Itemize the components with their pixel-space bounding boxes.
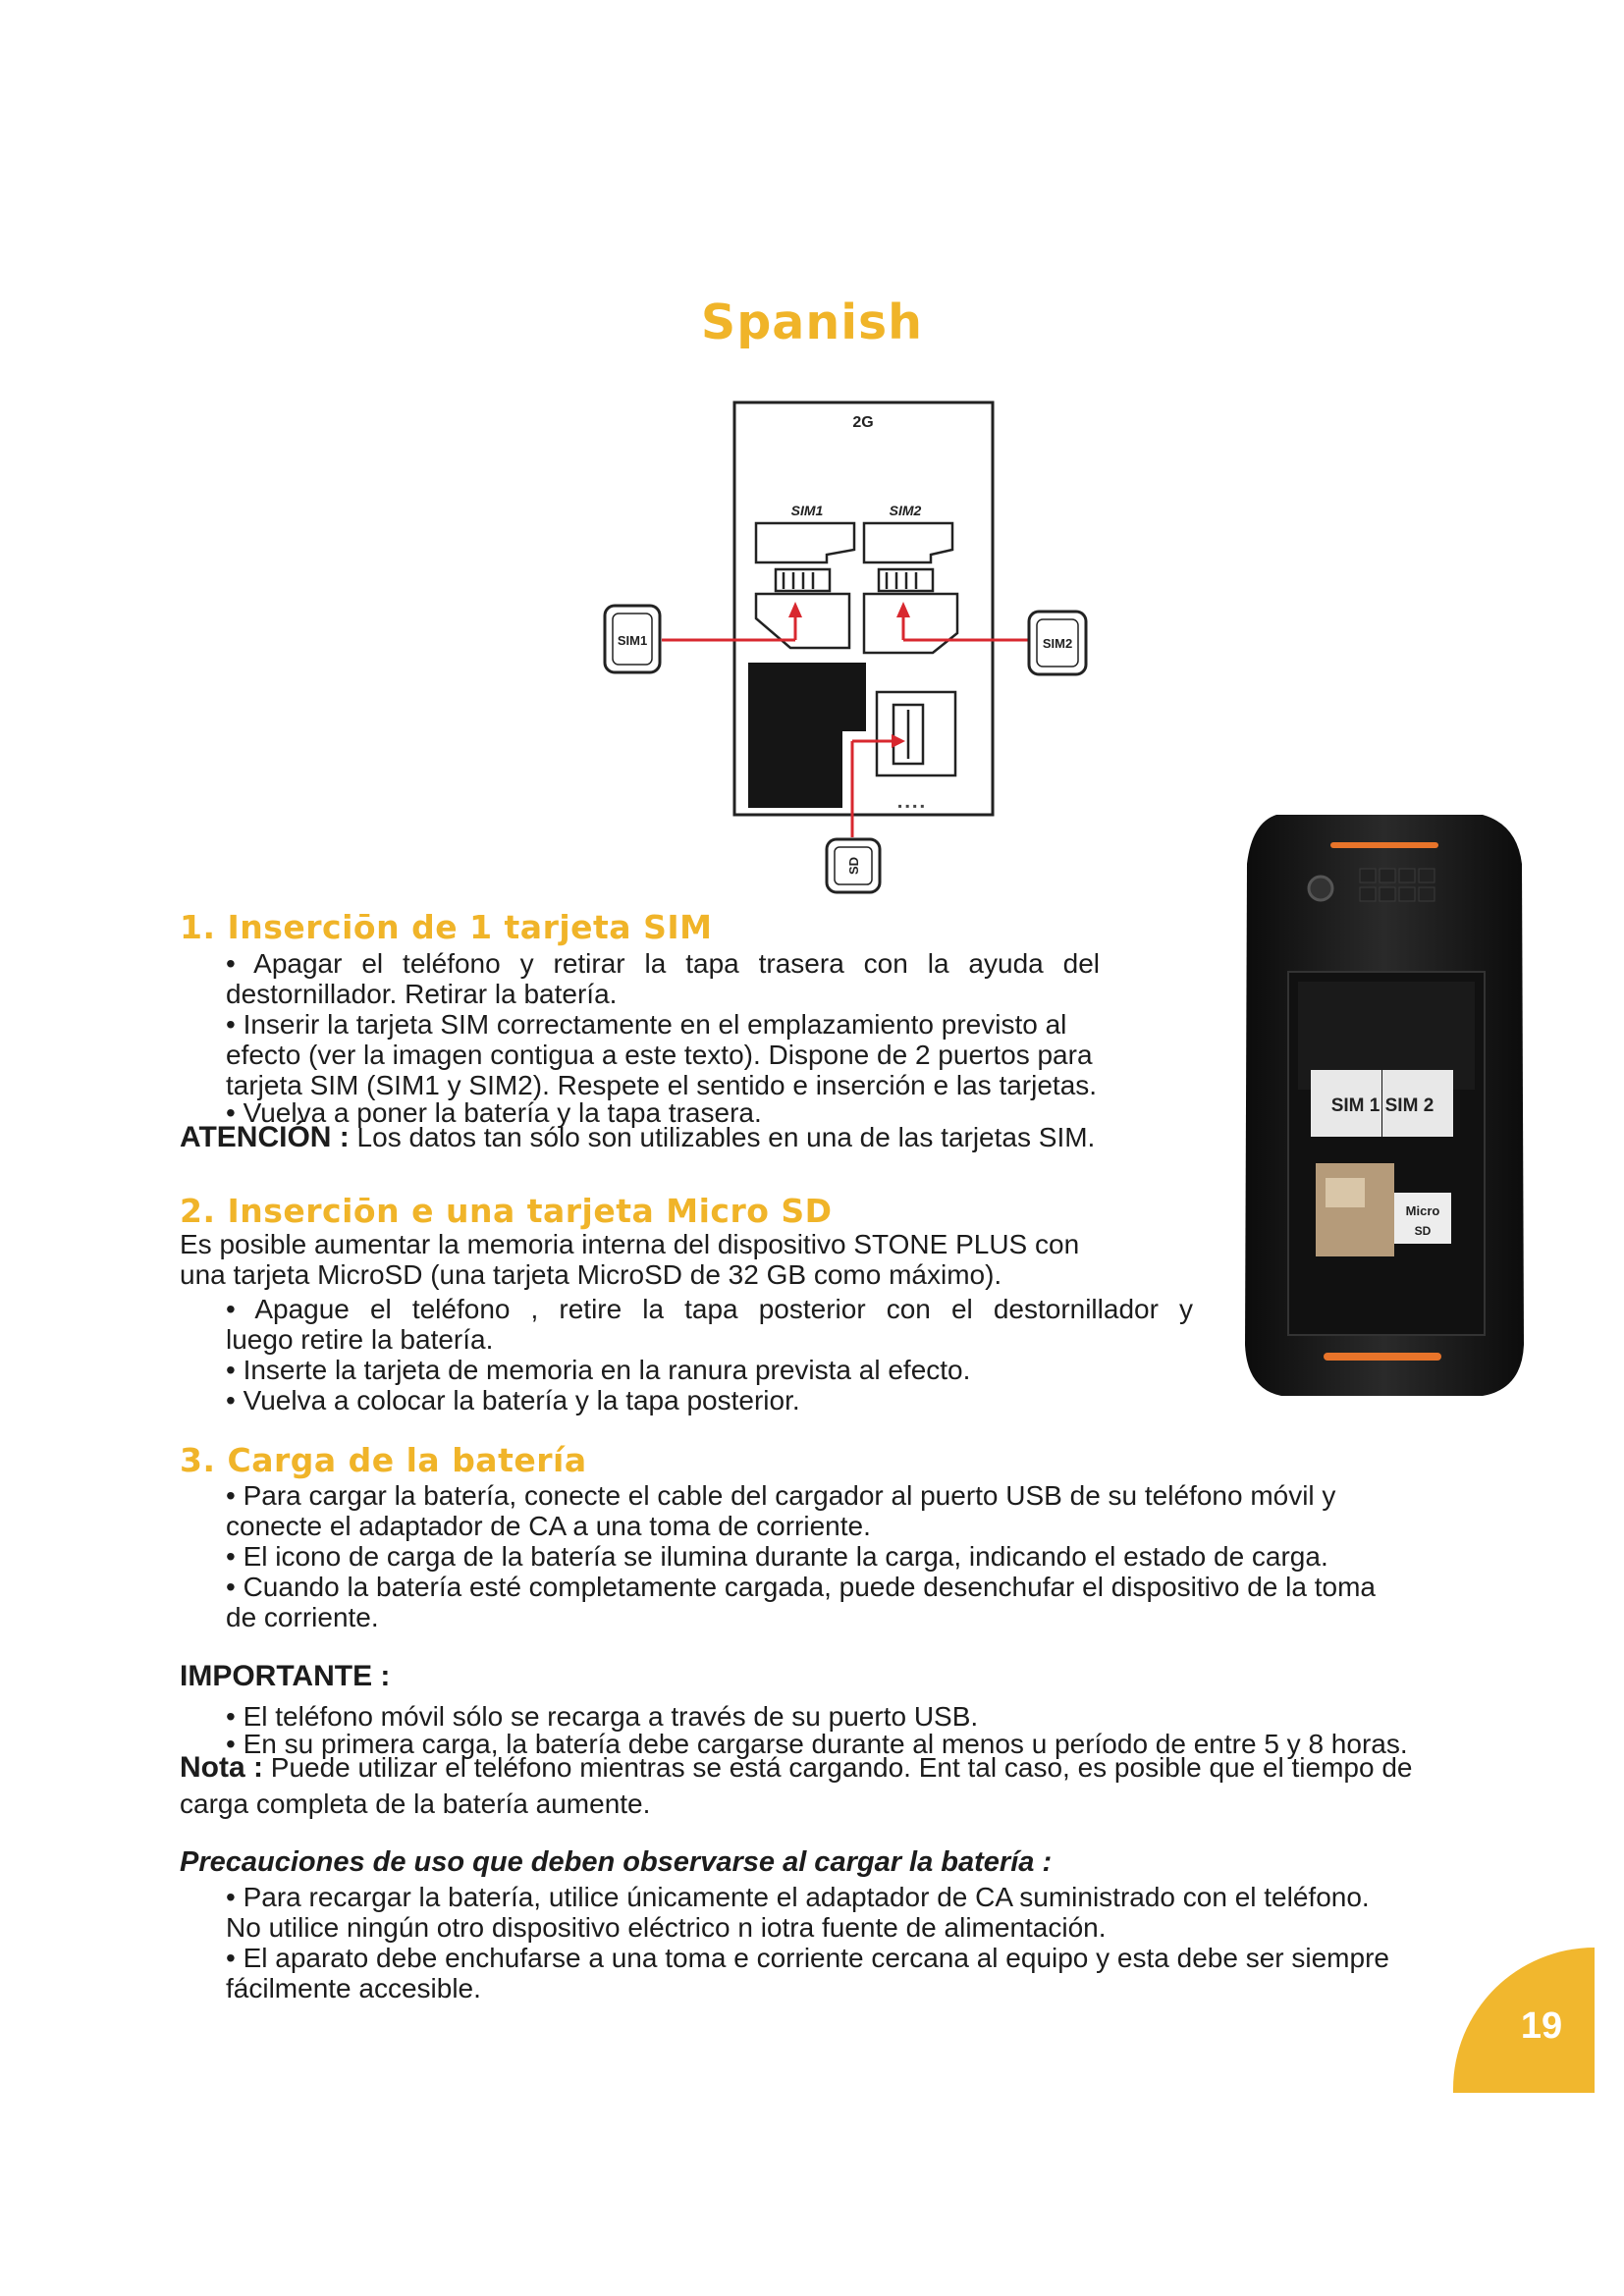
section2-heading: 2. Inserciōn e una tarjeta Micro SD [180, 1192, 833, 1230]
sim1-callout [605, 606, 660, 672]
section2-intro: una tarjeta MicroSD (una tarjeta MicroSD de 32 GB como máximo). [180, 1259, 1002, 1290]
phone-top-accent [1330, 842, 1438, 848]
sd-plate [1316, 1163, 1394, 1256]
section2-line: • Apague el teléfono , retire la tapa posterior con el destornillador y [226, 1294, 1193, 1324]
phone-back-photo [1237, 805, 1532, 1404]
important-line: • En su primera carga, la batería debe cargarse durante al menos u período de entre 5 y 8 horas. [226, 1729, 1408, 1759]
diagram-top-label: 2G [852, 414, 874, 431]
section1-line: • Inserir la tarjeta SIM correctamente en el emplazamiento previsto al [226, 1009, 1067, 1040]
diagram-slot2-label: SIM2 [889, 503, 922, 518]
precautions-heading: Precauciones de uso que deben observarse al cargar la batería : [180, 1846, 1053, 1878]
precautions-line: No utilice ningún otro dispositivo eléctrico n iotra fuente de alimentación. [226, 1912, 1107, 1943]
section2-intro: Es posible aumentar la memoria interna del dispositivo STONE PLUS con [180, 1229, 1080, 1259]
section1-line: tarjeta SIM (SIM1 y SIM2). Respete el sentido e inserción e las tarjetas. [226, 1070, 1098, 1100]
phone-sd-label: SD [1414, 1224, 1432, 1238]
section3-line: • Cuando la batería esté completamente cargada, puede desenchufar el dispositivo de la toma [226, 1572, 1376, 1602]
section3-line: conecte el adaptador de CA a una toma de corriente. [226, 1511, 871, 1541]
section3-line: de corriente. [226, 1602, 379, 1632]
section2-line: • Inserte la tarjeta de memoria en la ranura prevista al efecto. [226, 1355, 971, 1385]
sim1-callout-label: SIM1 [617, 633, 648, 648]
sim2-callout [1029, 612, 1086, 674]
precautions-line: • Para recargar la batería, utilice únicamente el adaptador de CA suministrado con el teléfono. [226, 1882, 1370, 1912]
note-text: Puede utilizar el teléfono mientras se está cargando. Ent tal caso, es posible que el tiempo de [263, 1752, 1413, 1783]
attention-label: ATENCIÓN : [180, 1121, 350, 1153]
page-title: Spanish [700, 294, 924, 350]
sim2-callout-label: SIM2 [1042, 636, 1073, 651]
sim-slot-diagram [599, 398, 1090, 898]
important-line: • El teléfono móvil sólo se recarga a través de su puerto USB. [226, 1701, 979, 1732]
section1-heading: 1. Inserciōn de 1 tarjeta SIM [180, 908, 713, 946]
section3-line: • El icono de carga de la batería se ilumina durante la carga, indicando el estado de carga. [226, 1541, 1328, 1572]
page-number: 19 [1520, 2005, 1563, 2047]
important-note-cont: carga completa de la batería aumente. [180, 1789, 651, 1819]
attention-note [180, 1122, 1095, 1152]
diagram-slot1-label: SIM1 [790, 503, 824, 518]
section1-line: • Apagar el teléfono y retirar la tapa trasera con la ayuda del [226, 948, 1100, 979]
precautions-line: • El aparato debe enchufarse a una toma e corriente cercana al equipo y esta debe ser siempre [226, 1943, 1389, 1973]
note-label: Nota : [180, 1751, 263, 1784]
section3-line: • Para cargar la batería, conecte el cable del cargador al puerto USB de su teléfono móvil y [226, 1480, 1336, 1511]
sd-callout-label: SD [846, 856, 861, 876]
precautions-line: fácilmente accesible. [226, 1973, 481, 2003]
svg-text:▪ ▪ ▪ ▪: ▪ ▪ ▪ ▪ [897, 799, 925, 813]
section2-line: • Vuelva a colocar la batería y la tapa posterior. [226, 1385, 800, 1415]
section3-heading: 3. Carga de la batería [180, 1441, 587, 1479]
important-note [180, 1752, 1412, 1783]
phone-sim-label: SIM 1 SIM 2 [1330, 1095, 1435, 1116]
sd-callout [827, 839, 880, 892]
phone-micro-label: Micro [1405, 1203, 1440, 1218]
important-label: IMPORTANTE : [180, 1660, 391, 1692]
attention-text: Los datos tan sólo son utilizables en una de las tarjetas SIM. [349, 1122, 1096, 1152]
section1-line: efecto (ver la imagen contigua a este texto). Dispone de 2 puertos para [226, 1040, 1093, 1070]
phone-bottom-accent [1324, 1353, 1441, 1361]
section1-line: destornillador. Retirar la batería. [226, 979, 618, 1009]
section1-line: • Vuelva a poner la batería y la tapa trasera. [226, 1097, 762, 1128]
section2-line: luego retire la batería. [226, 1324, 494, 1355]
